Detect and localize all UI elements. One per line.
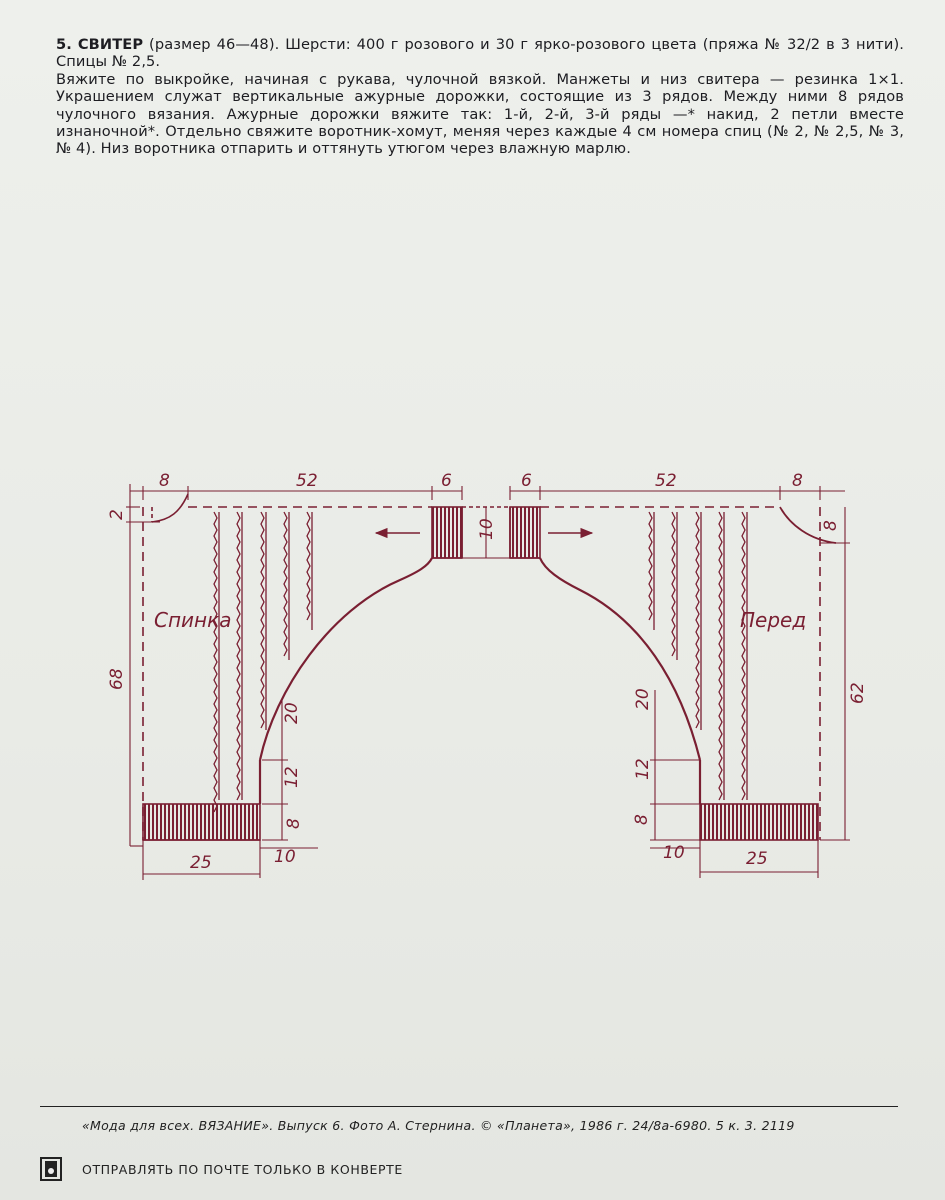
dim-top-left-6: 6 bbox=[441, 471, 452, 491]
back-shoulder-curve bbox=[152, 494, 188, 522]
dim-top-right-52: 52 bbox=[655, 471, 677, 491]
dim-top-left-8: 8 bbox=[159, 471, 170, 491]
instructions-paragraph-2: Вяжите по выкройке, начиная с рукава, чулочной вязкой. Манжеты и низ свитера — резинка 1×1. Украшением служат вертикальные ажурные дорожки, состоящие из 3 рядов. Между ними 8 рядов чулочного вязания. Ажурные дорожки вяжите так: 1-й, 2-й, 3-й ряды —* накид, 2 петли вместе изнаночной*. Отдельно свяжите воротник-хомут, меняя через каждые 4 см номера спиц (№ 2, № 2,5, № 3, № 4). Низ воротника отпарить и оттянуть утюгом через влажную марлю. bbox=[56, 70, 904, 158]
dim-right-neck-8: 8 bbox=[821, 520, 841, 531]
item-number: 5. bbox=[56, 36, 72, 53]
dim-left-25: 25 bbox=[190, 853, 212, 873]
front-collar-block bbox=[510, 507, 540, 558]
dim-left-12: 12 bbox=[282, 766, 302, 788]
front-ribbing bbox=[700, 804, 818, 840]
dim-left-10: 10 bbox=[274, 847, 296, 867]
dim-right-12: 12 bbox=[633, 758, 653, 780]
item-title: СВИТЕР bbox=[77, 36, 144, 53]
dim-top-left-52: 52 bbox=[296, 471, 318, 491]
front-lace-paths bbox=[649, 512, 747, 800]
back-collar-block bbox=[432, 507, 462, 558]
dim-left-68: 68 bbox=[107, 668, 127, 690]
dim-top-right-6: 6 bbox=[521, 471, 532, 491]
dim-left-8: 8 bbox=[284, 818, 304, 829]
dim-neck-10: 10 bbox=[477, 518, 497, 540]
materials-text: (размер 46—48). Шерсти: 400 г розового и 30 г ярко-розового цвета (пряжа № 32/2 в 3 нити). Спицы № 2,5. bbox=[56, 36, 904, 71]
publication-credit: «Мода для всех. ВЯЗАНИЕ». Выпуск 6. Фото А. Стернина. © «Планета», 1986 г. 24/8а-6980. 5 к. 3. 2119 bbox=[82, 1118, 795, 1133]
front-label: Перед bbox=[740, 608, 807, 632]
dim-right-25: 25 bbox=[746, 849, 768, 869]
dim-left-2: 2 bbox=[107, 509, 127, 520]
front-raglan-curve bbox=[540, 558, 700, 760]
footer-divider bbox=[40, 1106, 898, 1107]
dim-right-8: 8 bbox=[632, 814, 652, 825]
dim-right-62: 62 bbox=[848, 682, 868, 704]
dim-top-right-8: 8 bbox=[792, 471, 803, 491]
back-label: Спинка bbox=[154, 608, 232, 632]
dim-left-20: 20 bbox=[282, 702, 302, 724]
dim-right-10: 10 bbox=[663, 843, 685, 863]
dim-right-20: 20 bbox=[633, 688, 653, 710]
back-ribbing bbox=[143, 804, 260, 840]
publisher-logo-icon bbox=[40, 1157, 62, 1181]
mailing-note: ОТПРАВЛЯТЬ ПО ПОЧТЕ ТОЛЬКО В КОНВЕРТЕ bbox=[82, 1162, 403, 1177]
